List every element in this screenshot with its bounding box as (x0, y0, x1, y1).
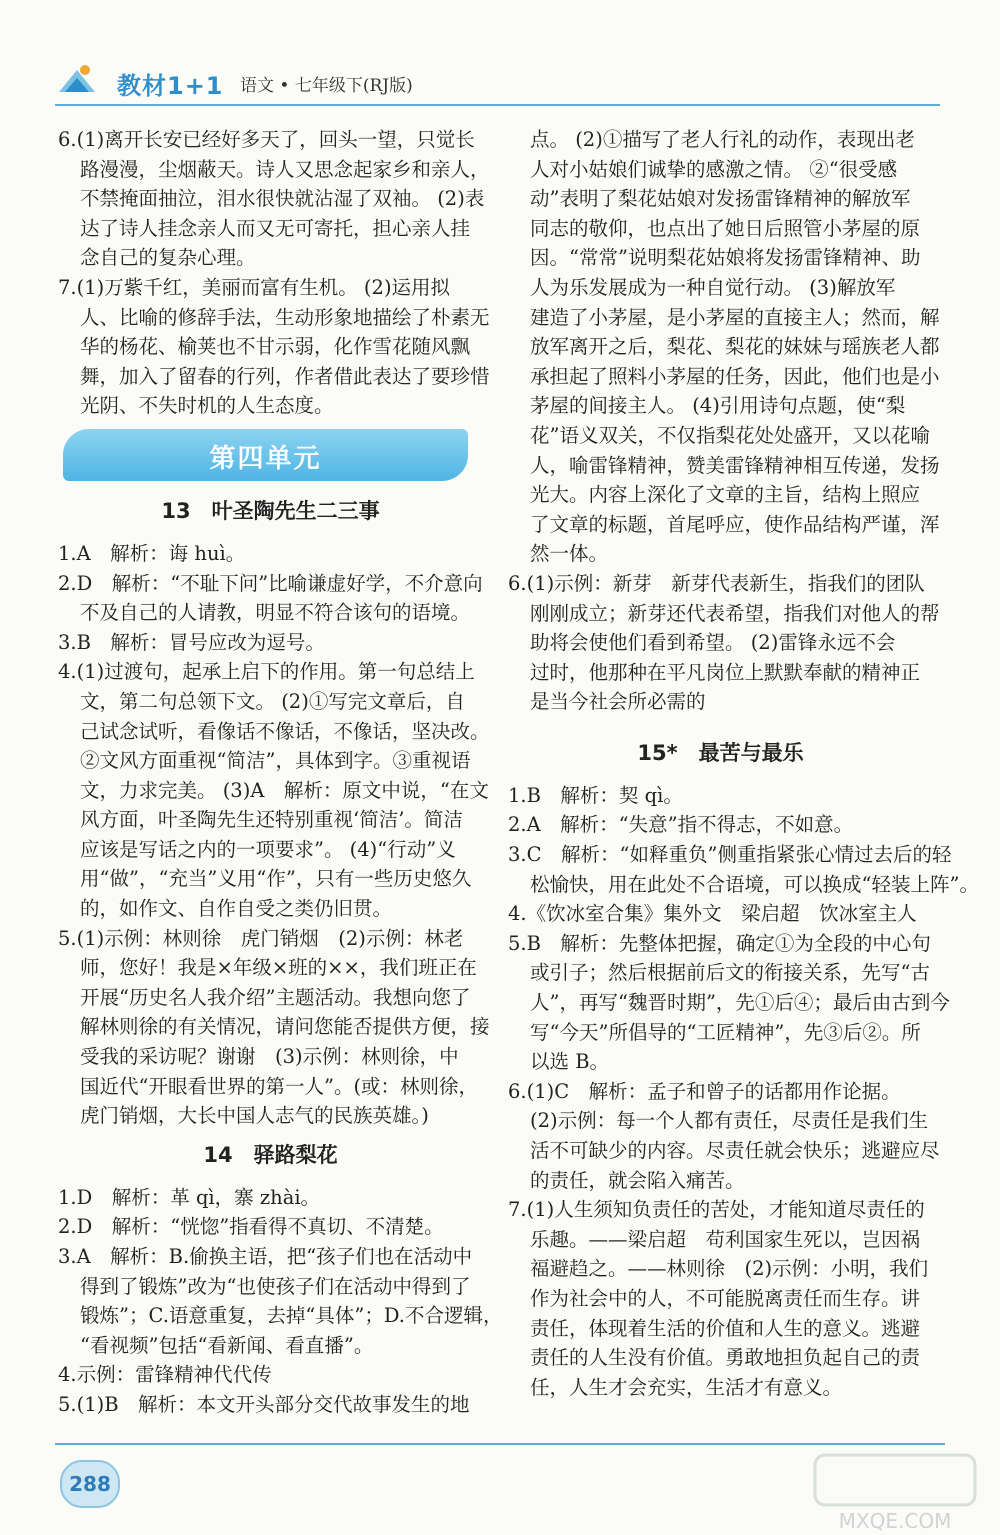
answer-line: 3.B 解析：冒号应改为逗号。 (58, 630, 325, 654)
answer-line: 4.(1)过渡句，起承上启下的作用。第一句总结上 (58, 660, 475, 684)
answer-line: 师，您好！我是×年级×班的××，我们班正在 (80, 956, 477, 980)
answer-line: ②文风方面重视“简洁”，具体到字。③重视语 (80, 749, 471, 773)
answer-line: 舞，加入了留春的行列，作者借此表达了要珍惜 (80, 364, 490, 388)
answer-line: 6.(1)离开长安已经好多天了，回头一望，只觉长 (58, 128, 475, 151)
answer-line: 应该是写话之内的一项要求”。 (4)“行动”义 (80, 837, 456, 861)
answer-line: 的，如作文、自作自受之类仍旧贯。 (80, 897, 393, 921)
book-subtitle: 语文 • 七年级下(RJ版) (240, 76, 413, 96)
answer-line: 路漫漫，尘烟蔽天。诗人又思念起家乡和亲人， (80, 157, 490, 181)
answer-line: 锻炼”；C.语意重复，去掉“具体”；D.不合逻辑， (80, 1304, 503, 1328)
answer-line: 国近代“开眼看世界的第一人”。(或：林则徐， (80, 1074, 479, 1098)
answer-line: 光大。内容上深化了文章的主旨，结构上照应 (530, 483, 921, 507)
answer-line: 助将会使他们看到希望。 (2)雷锋永远不会 (530, 631, 896, 655)
answer-line: 文，力求完美。 (3)A 解析：原文中说，“在文 (80, 778, 489, 802)
answer-line: 是当今社会所必需的 (530, 690, 706, 714)
answer-line: 茅屋的间接主人。 (4)引用诗句点题，使“梨 (530, 394, 906, 418)
answer-line: 开展“历史名人我介绍”主题活动。我想向您了 (80, 985, 471, 1009)
answer-line: 过时，他那种在平凡岗位上默默奉献的精神正 (530, 660, 921, 684)
answer-line: 责任的人生没有价值。勇敢地担负起自己的责 (530, 1346, 921, 1370)
answer-line: 得到了锻炼”改为“也使孩子们在活动中得到了 (80, 1274, 471, 1298)
answer-line: “看视频”包括“看新闻、看直播”。 (80, 1333, 374, 1357)
brand-title: 教材1+1 (117, 72, 224, 100)
answer-line: 写“今天”所倡导的“工匠精神”，先③后②。所 (530, 1020, 921, 1044)
answer-line: (2)示例：每一个人都有责任，尽责任是我们生 (530, 1109, 929, 1133)
answer-line: 或引子；然后根据前后文的衔接关系，先写“古 (530, 961, 930, 985)
answer-line: 的责任，就会陷入痛苦。 (530, 1168, 745, 1192)
answer-line: 松愉快，用在此处不合语境，可以换成“轻装上阵”。 (530, 872, 979, 896)
left-top-answers (58, 125, 490, 421)
section-title-14: 14 驿路梨花 (203, 1142, 338, 1167)
answer-line: 2.D 解析：“恍惚”指看得不真切、不清楚。 (58, 1215, 444, 1239)
right-top-answers (508, 125, 940, 717)
answer-line: 人为乐发展成为一种自觉行动。 (3)解放军 (530, 275, 896, 299)
answer-line: 人对小姑娘们诚挚的感激之情。 ②“很受感 (530, 157, 898, 181)
answer-line: 刚刚成立；新芽还代表希望，指我们对他人的帮 (530, 601, 940, 625)
answer-line: 7.(1)人生须知负责任的苦处，才能知道尽责任的 (508, 1198, 925, 1222)
svg-text:MXQE.COM: MXQE.COM (838, 1509, 952, 1533)
answer-line: 6.(1)C 解析：孟子和曾子的话都用作论据。 (508, 1079, 901, 1103)
answer-line: 乐趣。——梁启超 苟利国家生死以，岂因祸 (530, 1227, 921, 1251)
answer-line: 点。 (2)①描写了老人行礼的动作，表现出老 (530, 128, 915, 151)
answer-line: 5.(1)示例：林则徐 虎门销烟 (2)示例：林老 (58, 926, 464, 950)
answer-line: 文，第二句总领下文。 (2)①写完文章后，自 (80, 689, 465, 713)
answer-line: 不禁掩面抽泣，泪水很快就沾湿了双袖。 (2)表 (80, 187, 485, 211)
answer-line: 3.A 解析：B.偷换主语，把“孩子们也在活动中 (58, 1245, 473, 1268)
answer-line: 受我的采访呢？谢谢 (3)示例：林则徐，中 (80, 1045, 459, 1069)
header-divider (55, 104, 940, 106)
answer-line: 建造了小茅屋，是小茅屋的直接主人；然而，解 (530, 305, 940, 329)
footer-divider (55, 1443, 945, 1445)
page-header (55, 60, 945, 110)
answer-line: 同志的敬仰，也点出了她日后照管小茅屋的原 (530, 216, 921, 240)
answer-line: 5.B 解析：先整体把握，确定①为全段的中心句 (508, 931, 931, 955)
answer-line: 光阴、不失时机的人生态度。 (80, 394, 334, 418)
answer-line: 花”语义双关，不仅指梨花处处盛开，又以花喻 (530, 423, 930, 447)
right-column (508, 125, 979, 1402)
answer-line: 3.C 解析：“如释重负”侧重指紧张心情过去后的轻 (508, 843, 952, 867)
answer-line: 福避趋之。——林则徐 (2)示例：小明，我们 (530, 1257, 929, 1281)
answer-line: 华的杨花、榆荚也不甘示弱，化作雪花随风飘 (80, 335, 471, 359)
page-number: 288 (60, 1460, 120, 1508)
answer-line: 4.《饮冰室合集》集外文 梁启超 饮冰室主人 (508, 902, 917, 926)
answer-line: 念自己的复杂心理。 (80, 246, 256, 270)
answer-line: 4.示例：雷锋精神代代传 (58, 1363, 272, 1387)
answer-line: 人、比喻的修辞手法，生动形象地描绘了朴素无 (80, 305, 490, 329)
answer-line: 解林则徐的有关情况，请问您能否提供方便，接 (80, 1015, 490, 1039)
book-logo-icon (55, 62, 99, 98)
unit-title: 第四单元 (209, 443, 322, 474)
answer-line: 以选 B。 (530, 1050, 610, 1074)
answer-line: 风方面，叶圣陶先生还特别重视‘简洁’。简洁 (80, 808, 463, 832)
answer-line: 1.B 解析：契 qì。 (508, 783, 683, 807)
answer-line: 了文章的标题，首尾呼应，使作品结构严谨，浑 (530, 512, 940, 536)
left-column (58, 125, 503, 1420)
section-13-answers (58, 539, 490, 1131)
answer-line: 5.(1)B 解析：本文开头部分交代故事发生的地 (58, 1392, 470, 1416)
section-title-15: 15* 最苦与最乐 (637, 740, 804, 765)
answer-line: 责任，体现着生活的价值和人生的意义。逃避 (530, 1316, 921, 1340)
answer-line: 7.(1)万紫千红，美丽而富有生机。 (2)运用拟 (58, 275, 451, 299)
answer-line: 因。“常常”说明梨花姑娘将发扬雷锋精神、助 (530, 246, 921, 270)
section-title-13: 13 叶圣陶先生二三事 (161, 498, 380, 523)
answer-line: 人，喻雷锋精神，赞美雷锋精神相互传递，发扬 (530, 453, 940, 477)
answer-line: 1.A 解析：诲 huì。 (58, 541, 246, 565)
answer-line: 己试念试听，看像话不像话，不像话，坚决改。 (80, 719, 490, 743)
answer-line: 然一体。 (530, 542, 609, 566)
answer-line: 2.D 解析：“不耻下问”比喻谦虚好学，不介意向 (58, 571, 483, 595)
answer-line: 动”表明了梨花姑娘对发扬雷锋精神的解放军 (530, 187, 911, 211)
answer-line: 1.D 解析：革 qì，寨 zhài。 (58, 1185, 321, 1209)
answer-line: 放军离开之后，梨花、梨花的妹妹与瑶族老人都 (530, 335, 940, 359)
answer-line: 承担起了照料小茅屋的任务，因此，他们也是小 (530, 364, 940, 388)
unit-banner (63, 429, 468, 481)
section-14-answers (58, 1183, 503, 1420)
answer-line: 作为社会中的人，不可能脱离责任而生存。讲 (530, 1286, 921, 1310)
section-15-answers (508, 781, 979, 1402)
answer-line: 2.A 解析：“失意”指不得志，不如意。 (508, 813, 854, 837)
answer-line: 6.(1)示例：新芽 新芽代表新生，指我们的团队 (508, 571, 925, 595)
answer-line: 活不可缺少的内容。尽责任就会快乐；逃避应尽 (530, 1139, 940, 1162)
answer-line: 虎门销烟，大长中国人志气的民族英雄。) (80, 1104, 429, 1128)
watermark-logo (810, 1450, 980, 1535)
answer-line: 人”，再写“魏晋时期”，先①后④；最后由古到今 (530, 991, 950, 1015)
answer-line: 任，人生才会充实，生活才有意义。 (530, 1375, 843, 1399)
answer-line: 达了诗人挂念亲人而又无可寄托，担心亲人挂 (80, 216, 471, 240)
answer-line: 不及自己的人请教，明显不符合该句的语境。 (80, 601, 471, 625)
answer-line: 用“做”，“充当”义用“作”，只有一些历史悠久 (80, 867, 472, 891)
